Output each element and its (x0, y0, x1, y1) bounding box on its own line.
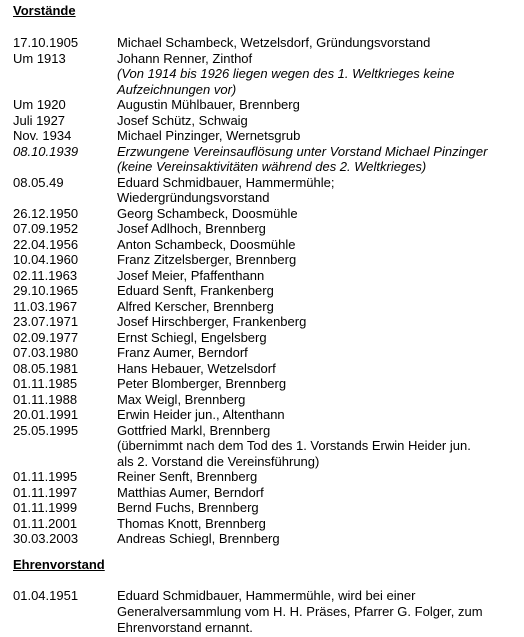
entry-text (117, 500, 520, 516)
entry-text (117, 361, 520, 377)
entry-line: Andreas Schiegl, Brennberg (117, 531, 280, 546)
entry-text (117, 97, 520, 113)
list-item (13, 283, 520, 299)
entry-date: 25.05.1995 (13, 422, 79, 438)
entry-text (117, 35, 520, 51)
entry-line: Eduard Senft, Frankenberg (117, 283, 274, 298)
entry-line: als 2. Vorstand die Vereinsführung) (117, 453, 320, 469)
list-item (13, 485, 520, 501)
entry-text (117, 345, 520, 361)
entry-date: 17.10.1905 (13, 35, 79, 50)
list-item (13, 469, 520, 485)
list-item (13, 299, 520, 315)
entry-date: 02.11.1963 (13, 267, 78, 283)
list-item (13, 221, 520, 237)
entry-date: 10.04.1960 (13, 252, 79, 267)
entry-line: Johann Renner, Zinthof (117, 50, 253, 66)
list-item (13, 376, 520, 392)
entry-line: Peter Blomberger, Brennberg (117, 376, 287, 391)
entry-date: 30.03.2003 (13, 531, 79, 546)
entry-line: Max Weigl, Brennberg (117, 391, 246, 407)
list-item (13, 531, 520, 547)
list-item (13, 423, 520, 470)
entry-date: 01.11.2001 (13, 515, 78, 531)
entry-text (117, 206, 520, 222)
entry-line: Josef Schütz, Schwaig (117, 112, 248, 128)
entry-line: Alfred Kerscher, Brennberg (117, 298, 274, 314)
list-item (13, 588, 520, 636)
entry-text (117, 283, 520, 299)
entry-line: Bernd Fuchs, Brennberg (117, 500, 259, 515)
vorstaende-list (13, 35, 520, 547)
entry-date: 26.12.1950 (13, 205, 79, 221)
entry-date: Um 1913 (13, 50, 66, 66)
entry-date: 08.05.49 (13, 174, 64, 190)
list-item (13, 330, 520, 346)
entry-text (117, 175, 520, 206)
entry-text (117, 268, 520, 284)
entry-line: Erzwungene Vereinsauflösung unter Vorstand Michael Pinzinger (117, 143, 488, 159)
entry-date: 02.09.1977 (13, 329, 79, 345)
entry-date: 11.03.1967 (13, 298, 78, 314)
entry-line: Augustin Mühlbauer, Brennberg (117, 97, 300, 112)
list-item (13, 97, 520, 113)
entry-line: Erwin Heider jun., Altenthann (117, 407, 285, 422)
entry-line: Hans Hebauer, Wetzelsdorf (117, 360, 276, 376)
entry-line: Gottfried Markl, Brennberg (117, 422, 271, 438)
entry-line: Wiedergründungsvorstand (117, 190, 270, 205)
list-item (13, 407, 520, 423)
entry-date: 08.05.1981 (13, 360, 79, 376)
entry-date: 23.07.1971 (13, 314, 79, 329)
entry-date: 01.04.1951 (13, 588, 79, 603)
entry-line: (übernimmt nach dem Tod des 1. Vorstands Erwin Heider jun. (117, 438, 471, 453)
list-item (13, 128, 520, 144)
entry-line: Anton Schambeck, Doosmühle (117, 236, 296, 252)
entry-date: Juli 1927 (13, 112, 66, 128)
entry-text (117, 237, 520, 253)
entry-date: 08.10.1939 (13, 143, 79, 159)
entry-line: Michael Schambeck, Wetzelsdorf, Gründungsvorstand (117, 35, 431, 50)
entry-line: Matthias Aumer, Berndorf (117, 484, 264, 500)
entry-text (117, 128, 520, 144)
entry-date: 07.09.1952 (13, 221, 79, 236)
entry-line: Thomas Knott, Brennberg (117, 515, 266, 531)
entry-line: Generalversammlung vom H. H. Präses, Pfarrer G. Folger, zum (117, 604, 483, 619)
list-item (13, 500, 520, 516)
entry-date: 01.11.1997 (13, 484, 78, 500)
entry-text (117, 485, 520, 501)
entry-text (117, 423, 520, 470)
list-item (13, 35, 520, 51)
list-item (13, 361, 520, 377)
entry-date: 01.11.1995 (13, 469, 78, 484)
entry-date: Um 1920 (13, 97, 66, 112)
entry-date: 01.11.1985 (13, 376, 78, 391)
list-item (13, 345, 520, 361)
entry-text (117, 299, 520, 315)
entry-text (117, 51, 520, 98)
section-heading-vorstaende: Vorstände (13, 3, 76, 18)
ehrenvorstand-list (13, 588, 520, 636)
entry-text (117, 469, 520, 485)
entry-date: Nov. 1934 (13, 128, 72, 143)
entry-line: Ernst Schiegl, Engelsberg (117, 329, 267, 345)
entry-text (117, 588, 520, 636)
entry-line: Reiner Senft, Brennberg (117, 469, 258, 484)
list-item (13, 113, 520, 129)
entry-date: 20.01.1991 (13, 407, 79, 422)
list-item (13, 314, 520, 330)
entry-line: Eduard Schmidbauer, Hammermühle; (117, 174, 335, 190)
entry-line: Eduard Schmidbauer, Hammermühle, wird bei einer (117, 588, 416, 603)
list-item (13, 237, 520, 253)
entry-line: Ehrenvorstand ernannt. (117, 620, 253, 635)
list-item (13, 516, 520, 532)
entry-text (117, 516, 520, 532)
entry-line: Josef Meier, Pfaffenthann (117, 267, 265, 283)
list-item (13, 175, 520, 206)
list-item (13, 51, 520, 98)
entry-text (117, 221, 520, 237)
section-heading-ehrenvorstand: Ehrenvorstand (13, 557, 105, 572)
entry-text (117, 531, 520, 547)
entry-text (117, 252, 520, 268)
entry-line: Josef Adlhoch, Brennberg (117, 221, 266, 236)
entry-line: (keine Vereinsaktivitäten während des 2. Weltkrieges) (117, 159, 427, 174)
entry-text (117, 113, 520, 129)
entry-date: 07.03.1980 (13, 345, 79, 360)
entry-date: 01.11.1999 (13, 500, 78, 515)
entry-line: Aufzeichnungen vor) (117, 81, 237, 97)
list-item (13, 206, 520, 222)
entry-text (117, 407, 520, 423)
list-item (13, 252, 520, 268)
entry-line: Franz Zitzelsberger, Brennberg (117, 252, 297, 267)
entry-text (117, 144, 520, 175)
list-item (13, 392, 520, 408)
entry-line: Georg Schambeck, Doosmühle (117, 205, 298, 221)
entry-line: Michael Pinzinger, Wernetsgrub (117, 128, 301, 143)
list-item (13, 144, 520, 175)
entry-text (117, 392, 520, 408)
entry-line: Franz Aumer, Berndorf (117, 345, 248, 360)
entry-text (117, 314, 520, 330)
entry-line: Josef Hirschberger, Frankenberg (117, 314, 307, 329)
entry-date: 29.10.1965 (13, 283, 79, 298)
entry-date: 22.04.1956 (13, 236, 79, 252)
entry-date: 01.11.1988 (13, 391, 78, 407)
entry-text (117, 376, 520, 392)
entry-line: (Von 1914 bis 1926 liegen wegen des 1. Weltkrieges keine (117, 66, 455, 81)
list-item (13, 268, 520, 284)
entry-text (117, 330, 520, 346)
